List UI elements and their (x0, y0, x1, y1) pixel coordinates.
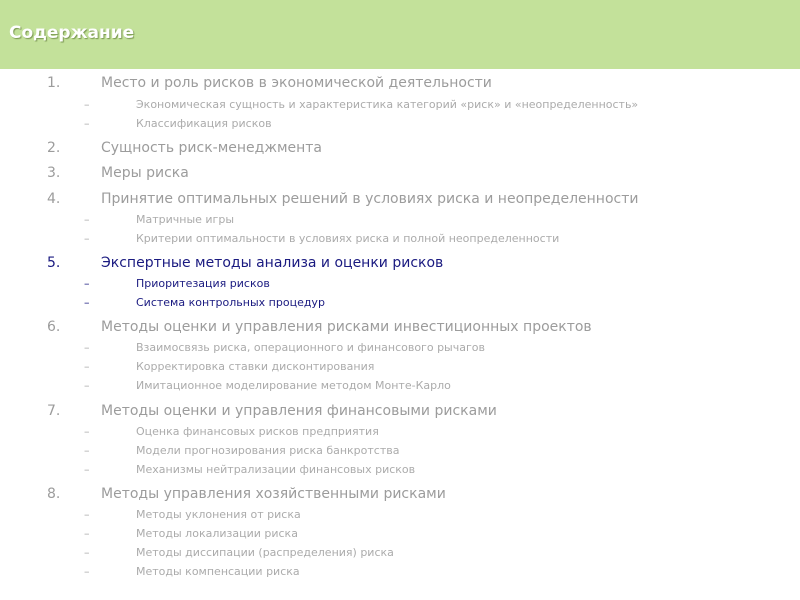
toc-subitem (0, 230, 800, 248)
toc-item-number: 6. (47, 319, 61, 335)
toc-item-number: 7. (47, 403, 61, 419)
toc-subitem-text: Механизмы нейтрализации финансовых рисков (136, 463, 416, 476)
toc-item-3 (0, 162, 800, 184)
toc-subitem (0, 525, 800, 543)
dash-bullet-icon: – (84, 232, 90, 245)
toc-subitem (0, 275, 800, 293)
toc-item-5 (0, 252, 800, 274)
toc-subitem-text: Методы компенсации риска (136, 565, 300, 578)
toc-subitem-text: Критерии оптимальности в условиях риска и полной неопределенности (136, 232, 560, 245)
toc-subitem (0, 96, 800, 114)
dash-bullet-icon: – (84, 379, 90, 392)
toc-subitem (0, 506, 800, 524)
toc-item-title: Методы оценки и управления финансовыми рисками (101, 403, 497, 419)
toc-item-title: Экспертные методы анализа и оценки рисков (101, 255, 444, 271)
toc-subitem-text: Методы диссипации (распределения) риска (136, 546, 394, 559)
dash-bullet-icon: – (84, 527, 90, 540)
toc-subitem (0, 358, 800, 376)
toc-item-title: Место и роль рисков в экономической деятельности (101, 75, 492, 91)
dash-bullet-icon: – (84, 565, 90, 578)
toc-subitem-text: Модели прогнозирования риска банкротства (136, 444, 400, 457)
toc-subitem-text: Корректировка ставки дисконтирования (136, 360, 375, 373)
toc-subitem-text: Классификация рисков (136, 117, 272, 130)
toc-subitem-text: Методы уклонения от риска (136, 508, 301, 521)
dash-bullet-icon: – (84, 213, 90, 226)
toc-item-8 (0, 483, 800, 505)
toc-subitem-text: Экономическая сущность и характеристика категорий «риск» и «неопределенность» (136, 98, 639, 111)
dash-bullet-icon: – (84, 463, 90, 476)
toc-item-number: 1. (47, 75, 61, 91)
dash-bullet-icon: – (84, 360, 90, 373)
toc-item-4 (0, 188, 800, 210)
dash-bullet-icon: – (84, 98, 90, 111)
dash-bullet-icon: – (84, 296, 90, 309)
toc-item-title: Принятие оптимальных решений в условиях риска и неопределенности (101, 191, 639, 207)
toc-subitem (0, 563, 800, 581)
toc-subitem-text: Приоритезация рисков (136, 277, 270, 290)
toc-subitem-text: Система контрольных процедур (136, 296, 325, 309)
dash-bullet-icon: – (84, 508, 90, 521)
dash-bullet-icon: – (84, 117, 90, 130)
toc-subitem (0, 442, 800, 460)
dash-bullet-icon: – (84, 277, 90, 290)
toc-item-6 (0, 316, 800, 338)
toc-subitem (0, 377, 800, 395)
toc-item-title: Меры риска (101, 165, 189, 181)
toc-item-number: 4. (47, 191, 61, 207)
dash-bullet-icon: – (84, 341, 90, 354)
toc-item-number: 3. (47, 165, 61, 181)
toc-subitem-text: Имитационное моделирование методом Монте-Карло (136, 379, 451, 392)
toc-item-2 (0, 137, 800, 159)
toc-item-title: Методы управления хозяйственными рисками (101, 486, 446, 502)
toc-item-title: Методы оценки и управления рисками инвестиционных проектов (101, 319, 592, 335)
toc-item-number: 2. (47, 140, 61, 156)
dash-bullet-icon: – (84, 444, 90, 457)
toc-item-7 (0, 400, 800, 422)
toc-subitem-text: Методы локализации риска (136, 527, 298, 540)
slide-title: Содержание (9, 23, 135, 43)
toc-subitem (0, 294, 800, 312)
toc-item-number: 8. (47, 486, 61, 502)
toc-subitem (0, 423, 800, 441)
toc-subitem (0, 115, 800, 133)
toc-subitem (0, 211, 800, 229)
toc-subitem-text: Взаимосвязь риска, операционного и финансового рычагов (136, 341, 485, 354)
toc-item-1 (0, 72, 800, 94)
toc-subitem (0, 544, 800, 562)
toc-subitem (0, 461, 800, 479)
toc-subitem-text: Матричные игры (136, 213, 235, 226)
toc-item-title: Сущность риск-менеджмента (101, 140, 323, 156)
toc-subitem (0, 339, 800, 357)
dash-bullet-icon: – (84, 425, 90, 438)
toc-subitem-text: Оценка финансовых рисков предприятия (136, 425, 379, 438)
dash-bullet-icon: – (84, 546, 90, 559)
toc-item-number: 5. (47, 255, 61, 271)
